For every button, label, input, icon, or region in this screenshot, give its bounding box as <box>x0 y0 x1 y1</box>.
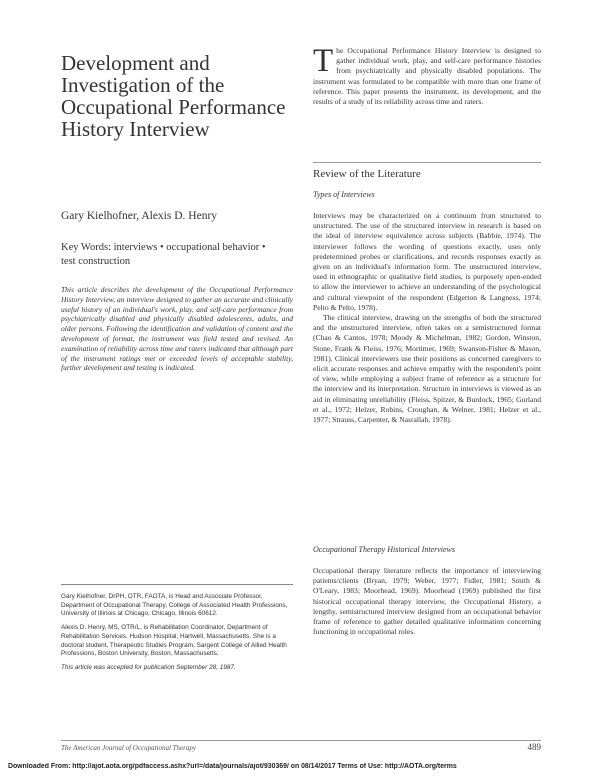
section-divider <box>313 162 541 163</box>
section-heading: Review of the Literature <box>313 168 421 180</box>
introduction <box>313 43 541 107</box>
paragraph-1: Interviews may be characterized on a continuum from structured to unstructured. The use of the structured interview in research is based on the ideal of interview equivalence across subjects (Babbie, 1974). The interviewer follows the wording of questions exactly, uses only predetermined probes or clarifications, and records responses exactly as given on an individual's information form. The unstructured interview, used in ethnographic or qualitative field studies, is purposely open-ended to allow the interviewer to achieve an understanding of the psychological and cultural viewpoint of the respondent (Edgerton & Langness, 1974; Pelto & Pelto, 1978). <box>313 211 541 312</box>
affiliation-author2: Alexis D. Henry, MS, OTR/L, is Rehabilitation Coordinator, Department of Rehabilitation Services, Hudson Hospital, Hartwell, Massachusetts. She is a doctoral student, Therapeutic Studies Program, Sargent College of Allied Health Professions, Boston University, Boston, Massachusetts. <box>61 624 287 658</box>
subheading-types-of-interviews: Types of Interviews <box>313 190 375 199</box>
article-abstract: This article describes the development of the Occupational Performance History Interview, an interview designed to gather an accurate and clinically useful history of an individual's work, play, and self-care performance from psychiatrically disabled and physically disabled adolescents, adults, and older persons. Following the identification and validation of content and the development of format, the instrument was field tested and revised. An examination of reliability across time and raters indicated that although part of the instrument ratings met or exceeded levels of acceptable stability, further development and testing is indicated. <box>61 285 293 373</box>
review-body <box>313 211 541 425</box>
intro-text: he Occupational Performance History Interview is designed to gather individual work, play, and self-care performance histories from psychiatrically and physically disabled populations. The instrument was formulated to be compatible with more than one frame of reference. This paper presents the instrument, its development, and the results of a study of its reliability across time and raters. <box>313 46 541 107</box>
download-notice: Downloaded From: http://ajot.aota.org/pdfaccess.ashx?url=/data/journals/ajot/930369/ on 08/14/2017 Terms of Use: http://AOTA.org/terms <box>8 763 457 770</box>
author-affiliations <box>61 593 293 678</box>
key-words: Key Words: interviews • occupational behavior • test construction <box>61 242 266 267</box>
article-title: Development and Investigation of the Occupational Performance History Interview <box>61 51 286 141</box>
paragraph-2: The clinical interview, drawing on the strengths of both the structured and the unstructured interview, often takes on a semistructured format (Chao & Cantos, 1978; Moody & Michelman, 1982; Gordon, Winston, Stone, Frank & Fleiss, 1976; Mortimer, 1969; Swanson-Fisher & Mason, 1981). Clinical interviewers use their positions as concerned caregivers to elicit accurate responses and achieve empathy with the respondent's point of view, while employing a subject frame of reference as a structure for the interview and its interpretation. Structure in interviews is viewed as an aid in eliminating unreliability (Fleiss, Spitzer, & Burdock, 1965; Gurland et al., 1972; Helzer, Robins, Croughan, & Welner, 1981; Helzer et al., 1977; Strauss, Carpenter, & Nasrallah, 1978). <box>313 313 541 425</box>
paragraph-3: Occupational therapy literature reflects the importance of interviewing patients/clients (Bryan, 1979; Weber, 1977; Fidler, 1981; Smith & O'Leary, 1983; Moorhead, 1969). Moorhead (1969) published the first historical occupational therapy interview, the Occupational History, a lengthy, semistructured interview designed from an occupational behavior frame of reference to gather detailed qualitative information concerning functioning in occupational roles. <box>313 566 541 637</box>
affiliation-author1: Gary Kielhofner, DrPH, OTR, FAOTA, is Head and Associate Professor, Department of Occupational Therapy, College of Associated Health Professions, University of Illinois at Chicago, Chicago, Illinois 60612. <box>61 593 288 618</box>
article-authors: Gary Kielhofner, Alexis D. Henry <box>61 210 218 222</box>
subheading-ot-historical-interviews: Occupational Therapy Historical Interviews <box>313 545 455 554</box>
affiliation-divider <box>61 584 293 585</box>
footer-divider <box>61 740 541 741</box>
accepted-note: This article was accepted for publication September 28, 1987. <box>61 663 236 671</box>
page-number: 489 <box>527 742 541 752</box>
drop-cap: T <box>313 43 334 79</box>
journal-name: The American Journal of Occupational Therapy <box>61 744 196 752</box>
